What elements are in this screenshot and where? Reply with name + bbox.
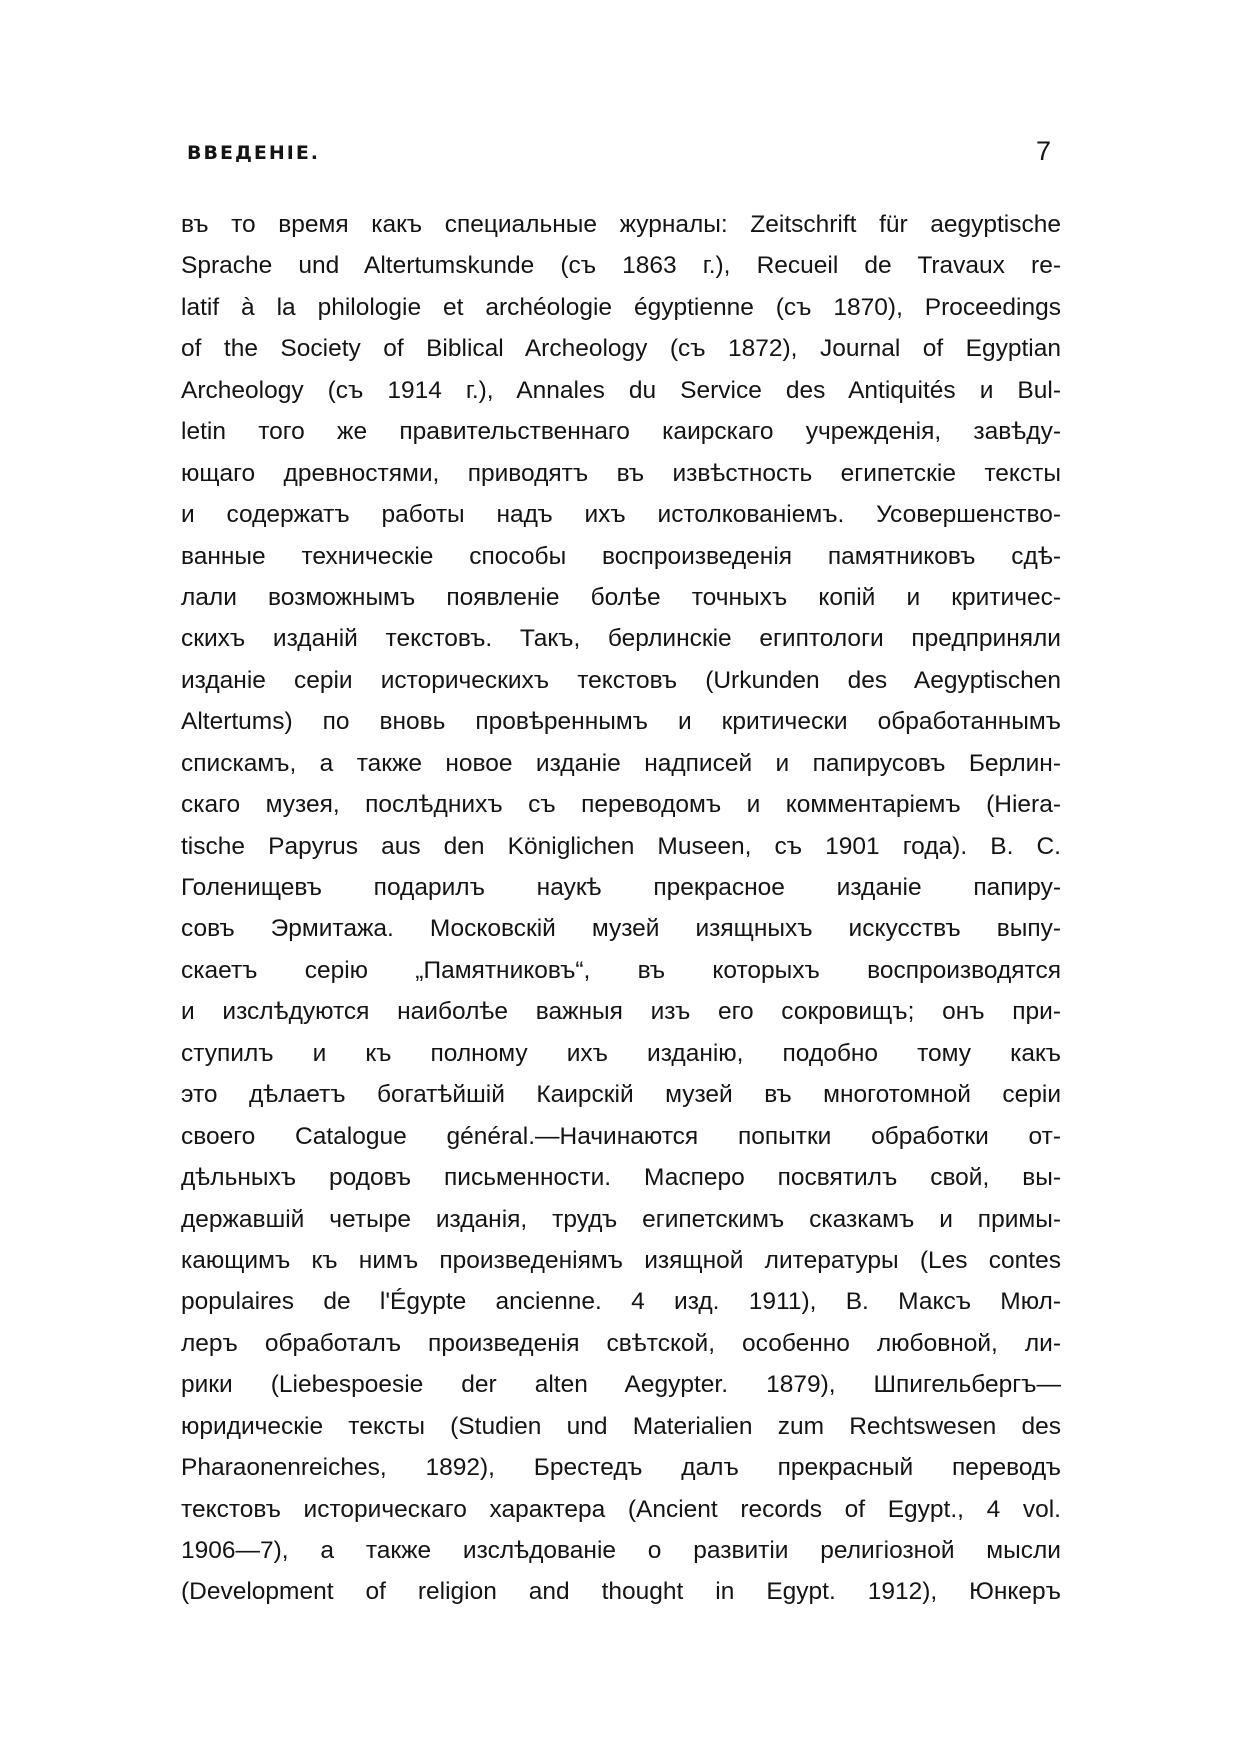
text-line: кающимъ къ нимъ произведеніямъ изящной литературы (Les contes: [181, 1246, 1061, 1274]
text-line: latif à la philologie et archéologie égyptienne (съ 1870), Proceedings: [181, 293, 1061, 321]
text-line: лали возможнымъ появленіе болѣе точныхъ копій и критичес-: [181, 583, 1061, 611]
text-line: скаго музея, послѣднихъ съ переводомъ и комментаріемъ (Hiera-: [181, 791, 1061, 819]
text-line: letin того же правительственнаго каирскаго учрежденія, завѣду-: [181, 418, 1061, 446]
text-line: ющаго древностями, приводятъ въ извѣстность египетскіе тексты: [181, 459, 1061, 487]
text-line: Pharaonenreiches, 1892), Брестедъ далъ прекрасный переводъ: [181, 1454, 1061, 1482]
page-number: 7: [1036, 136, 1052, 166]
text-line: леръ обработалъ произведенія свѣтской, особенно любовной, ли-: [181, 1329, 1061, 1357]
text-line: (Development of religion and thought in Egypt. 1912), Юнкеръ: [181, 1578, 1061, 1606]
text-line: державшій четыре изданія, трудъ египетскимъ сказкамъ и примы-: [181, 1205, 1061, 1233]
text-line: и содержатъ работы надъ ихъ истолкованіемъ. Усовершенство-: [181, 501, 1061, 529]
text-line: дѣльныхъ родовъ письменности. Масперо посвятилъ свой, вы-: [181, 1164, 1061, 1192]
text-line: своего Catalogue général.—Начинаются попытки обработки от-: [181, 1122, 1061, 1150]
text-line: юридическіе тексты (Studien und Materialien zum Rechtswesen des: [181, 1412, 1061, 1440]
text-line: Sprache und Altertumskunde (съ 1863 г.), Recueil de Travaux re-: [181, 252, 1061, 280]
text-line: ступилъ и къ полному ихъ изданію, подобно тому какъ: [181, 1039, 1061, 1067]
text-line: Altertums) по вновь провѣреннымъ и критически обработаннымъ: [181, 708, 1061, 736]
text-line: текстовъ историческаго характера (Ancient records of Egypt., 4 vol.: [181, 1495, 1061, 1523]
text-line: и изслѣдуются наиболѣе важныя изъ его сокровищъ; онъ при-: [181, 998, 1061, 1026]
text-line: въ то время какъ специальные журналы: Zeitschrift für aegyptische: [181, 211, 1061, 238]
text-line: Archeology (съ 1914 г.), Annales du Service des Antiquités и Bul-: [181, 376, 1061, 404]
text-line: спискамъ, а также новое изданіе надписей и папирусовъ Берлин-: [181, 749, 1061, 777]
text-line: populaires de l'Égypte ancienne. 4 изд. 1911), В. Максъ Мюл-: [181, 1288, 1061, 1316]
text-line: скихъ изданій текстовъ. Такъ, берлинскіе египтологи предприняли: [181, 625, 1061, 653]
text-line: это дѣлаетъ богатѣйшій Каирскій музей въ многотомной серіи: [181, 1081, 1061, 1109]
text-line: of the Society of Biblical Archeology (съ 1872), Journal of Egyptian: [181, 335, 1061, 363]
body-text: [181, 204, 1061, 1613]
text-line: изданіе серіи историческихъ текстовъ (Urkunden des Aegyptischen: [181, 666, 1061, 694]
running-head: ВВЕДЕНІЕ.: [187, 142, 321, 164]
text-line: ванные техническіе способы воспроизведенія памятниковъ сдѣ-: [181, 542, 1061, 570]
text-line: 1906—7), а также изслѣдованіе о развитіи религіозной мысли: [181, 1537, 1061, 1564]
text-line: скаетъ серію „Памятниковъ“, въ которыхъ воспроизводятся: [181, 956, 1061, 984]
text-line: tische Papyrus aus den Königlichen Museen, съ 1901 года). В. С.: [181, 832, 1061, 860]
text-line: совъ Эрмитажа. Московскій музей изящныхъ искусствъ выпу-: [181, 915, 1061, 943]
text-line: рики (Liebespoesie der alten Aegypter. 1879), Шпигельбергъ—: [181, 1371, 1061, 1399]
text-line: Голенищевъ подарилъ наукѣ прекрасное изданіе папиру-: [181, 874, 1061, 901]
